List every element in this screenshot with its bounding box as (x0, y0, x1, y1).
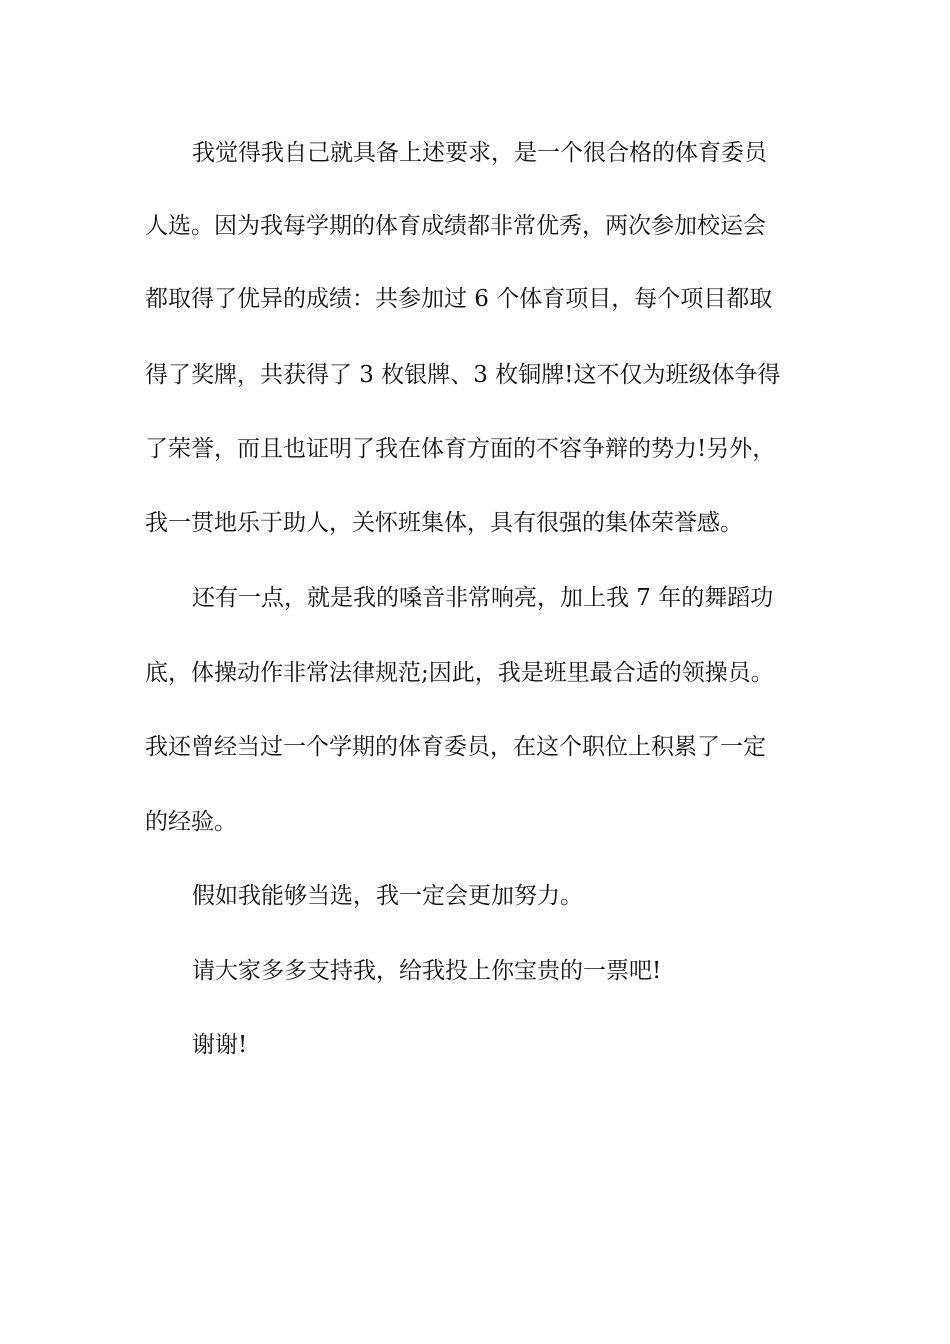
text-line: 了荣誉，而且也证明了我在体育方面的不容争辩的势力!另外， (145, 436, 776, 462)
text-line: 假如我能够当选，我一定会更加努力。 (192, 883, 583, 909)
text-line: 人选。因为我每学期的体育成绩都非常优秀，两次参加校运会 (145, 213, 766, 239)
text-line: 还有一点，就是我的嗓音非常响亮，加上我 7 年的舞蹈功 (192, 585, 774, 611)
text-line: 我还曾经当过一个学期的体育委员，在这个职位上积累了一定 (145, 734, 766, 760)
text-line: 的经验。 (145, 809, 237, 835)
text-line: 请大家多多支持我，给我投上你宝贵的一票吧! (192, 958, 662, 984)
text-line: 谢谢! (192, 1032, 248, 1058)
text-line: 都取得了优异的成绩：共参加过 6 个体育项目，每个项目都取 (145, 286, 773, 312)
text-line: 我觉得我自己就具备上述要求，是一个很合格的体育委员 (192, 140, 767, 166)
text-line: 底，体操动作非常法律规范;因此，我是班里最合适的领操员。 (145, 660, 774, 686)
text-line: 得了奖牌，共获得了 3 枚银牌、3 枚铜牌!这不仅为班级体争得 (145, 362, 781, 388)
text-line: 我一贯地乐于助人，关怀班集体，具有很强的集体荣誉感。 (145, 510, 743, 536)
